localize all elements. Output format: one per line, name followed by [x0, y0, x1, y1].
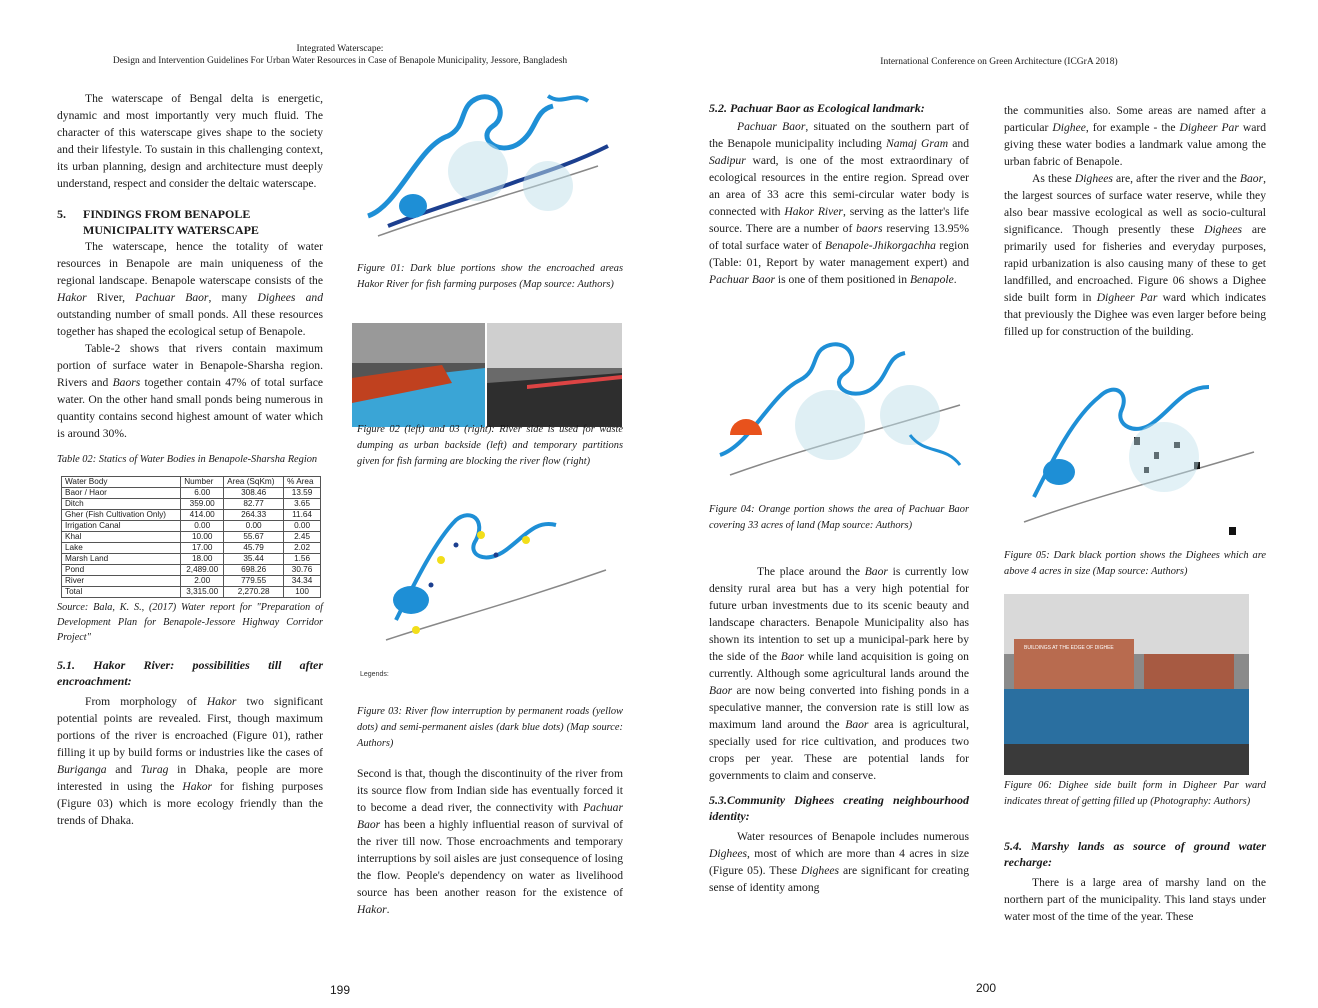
- paragraph-waterscape: The waterscape, hence the totality of water resources in Benapole are main uniqueness of the regional landscape. Benapole waterscape consists of the Hakor River, Pachuar Baor, many Dighees and outstanding number of small ponds. All these resources together has shaped the ecological setup of Benapole.: [57, 240, 324, 338]
- table-cell: 2,270.28: [224, 587, 284, 598]
- figure-01-map: [358, 86, 622, 258]
- paragraph-dighee-urbanization: As these Dighees are, after the river and the Baor, the largest sources of surface water reserve, while they also bear massive ecological as well as socio-cultural significance. Though presently these Dighees are primarily used for fisheries and everyday purposes, rapid urbanization is also causing many of these to get landfilled, and encroached. Figure 06 shows a Dighee side built form in Digheer Par ward which indicates that previously the Dighee was even larger before being filled up for construction of the building.: [1004, 172, 1266, 338]
- settlement-area: [523, 161, 573, 211]
- table-cell: 414.00: [181, 510, 224, 521]
- section-5-title-line-2: MUNICIPALITY WATERSCAPE: [83, 223, 259, 237]
- table-cell: 35.44: [224, 554, 284, 565]
- blue-dot: [494, 553, 499, 558]
- table-cell: 34.34: [284, 576, 321, 587]
- table-cell: 698.26: [224, 565, 284, 576]
- table-row: [62, 499, 321, 510]
- paragraph-second-point: Second is that, though the discontinuity of the river from its source flow from Indian side has eventually forced it to become a dead river, the connectivity with Pachuar Baor has been a highly influential reason of survival of the river till now. Those encroachments and temporary interruptions by soil aisles are just consequence of losing the flow. People's dependency on water as livelihood source has been another reason for the existence of Hakor.: [357, 767, 623, 916]
- figure-01-caption: Figure 01: Dark blue portions show the encroached areas Hakor River for fish farming purposes (Map source: Authors): [357, 263, 623, 290]
- table-cell: Baor / Haor: [62, 488, 181, 499]
- figure-03-map: [356, 500, 622, 690]
- table-cell: 13.59: [284, 488, 321, 499]
- left-running-header: [40, 43, 640, 67]
- table-cell: 17.00: [181, 543, 224, 554]
- settlement-area: [1129, 422, 1199, 492]
- right-page: [659, 0, 1318, 1008]
- figure-04-caption: Figure 04: Orange portion shows the area of Pachuar Baor covering 33 acres of land (Map source: Authors): [709, 504, 969, 531]
- right-column-1: [709, 100, 969, 288]
- table-cell: 2,489.00: [181, 565, 224, 576]
- table-cell: Irrigation Canal: [62, 521, 181, 532]
- photo-sign-text: BUILDINGS AT THE EDGE OF DIGHEE: [1024, 645, 1114, 651]
- photo-sky: [352, 323, 485, 363]
- paragraph-dighees: Water resources of Benapole includes numerous Dighees, most of which are more than 4 acres in size (Figure 05). These Dighees are significant for creating sense of identity among: [709, 830, 969, 894]
- section-5-3-heading: 5.3.Community Dighees creating neighbourhood identity:: [709, 793, 969, 823]
- table-row: [62, 565, 321, 576]
- table-row: [62, 576, 321, 587]
- right-column-2-lower: [1004, 830, 1266, 925]
- table-cell: 0.00: [284, 521, 321, 532]
- table-cell: Total: [62, 587, 181, 598]
- figure-03-photo: [487, 323, 622, 427]
- figure-05-map: [1004, 367, 1266, 547]
- table-row: [62, 554, 321, 565]
- settlement-area: [795, 390, 865, 460]
- table-cell: 2.45: [284, 532, 321, 543]
- river-fragment: [548, 96, 588, 101]
- table-header-cell: Area (SqKm): [224, 477, 284, 488]
- table-row: [62, 587, 321, 598]
- intro-paragraph: The waterscape of Bengal delta is energetic, dynamic and most importantly very much fluid. The character of this waterscape gives shape to the society and their lifestyle. To sustain in this challenging context, its urban planning, design and architecture must deeply understand, respect and consider the deltaic waterscape.: [57, 92, 323, 190]
- figure-06-photo: [1004, 594, 1249, 775]
- table-cell: 6.00: [181, 488, 224, 499]
- table-cell: 10.00: [181, 532, 224, 543]
- baor-water-body: [1043, 459, 1075, 485]
- table-cell: 779.55: [224, 576, 284, 587]
- table-cell: 2.00: [181, 576, 224, 587]
- table-row: [62, 510, 321, 521]
- table-header-cell: % Area: [284, 477, 321, 488]
- table-cell: 82.77: [224, 499, 284, 510]
- blue-dot: [454, 543, 459, 548]
- table-source: Source: Bala, K. S., (2017) Water report for "Preparation of Development Plan for Benapole-Jessore Highway Corridor Project": [57, 602, 323, 643]
- table-cell: Pond: [62, 565, 181, 576]
- left-column-1: [57, 90, 323, 829]
- table-row: [62, 521, 321, 532]
- right-running-header: International Conference on Green Architecture (ICGrA 2018): [880, 57, 1118, 67]
- dighee-water: [1004, 689, 1249, 749]
- paragraph-hakor-morphology: From morphology of Hakor two significant potential points are revealed. First, though maximum portions of the river is encroached (Figure 01), rather filling it up by build forms or industries like the cases of Buriganga and Turag in Dhaka, people are more interested in using the Hakor for fishing purposes (Figure 03) which is more ecology friendly than the trends of Dhaka.: [57, 695, 323, 827]
- table-cell: 11.64: [284, 510, 321, 521]
- table-cell: Gher (Fish Cultivation Only): [62, 510, 181, 521]
- table-header-cell: Water Body: [62, 477, 181, 488]
- table-cell: 264.33: [224, 510, 284, 521]
- section-5-4-heading: 5.4. Marshy lands as source of ground water recharge:: [1004, 839, 1266, 869]
- water-bodies-table: [61, 476, 321, 598]
- table-cell: 45.79: [224, 543, 284, 554]
- yellow-dot: [437, 556, 445, 564]
- table-cell: Khal: [62, 532, 181, 543]
- section-5-heading: [57, 206, 323, 238]
- table-cell: Marsh Land: [62, 554, 181, 565]
- built-form: [1144, 654, 1234, 689]
- map-legend-title: Legends:: [360, 671, 389, 678]
- table-row: [62, 488, 321, 499]
- table-cell: River: [62, 576, 181, 587]
- foreground-bank: [1004, 744, 1249, 775]
- figure-06-caption: Figure 06: Dighee side built form in Digheer Par ward indicates threat of getting filled up (Photography: Authors): [1004, 780, 1266, 807]
- table-cell: 18.00: [181, 554, 224, 565]
- baor-water-body: [399, 194, 427, 218]
- table-cell: 308.46: [224, 488, 284, 499]
- right-column-1-lower: [709, 563, 969, 896]
- table-cell: 0.00: [181, 521, 224, 532]
- section-5-title-line-1: FINDINGS FROM BENAPOLE: [83, 207, 251, 221]
- figure-02-03-caption: Figure 02 (left) and 03 (right): River side is used for waste dumping as urban backside (left) and temporary partitions given for fish farming are blocking the river flow (right): [357, 424, 623, 467]
- table-row: [62, 543, 321, 554]
- table-cell: 3,315.00: [181, 587, 224, 598]
- header-line-2: Design and Intervention Guidelines For Urban Water Resources in Case of Benapole Municipality, Jessore, Bangladesh: [112, 56, 568, 66]
- table-caption: Table 02: Statics of Water Bodies in Benapole-Sharsha Region: [57, 454, 318, 465]
- table-cell: 359.00: [181, 499, 224, 510]
- right-column-2: [1004, 102, 1266, 340]
- baor-water-body: [393, 586, 429, 614]
- table-cell: 1.56: [284, 554, 321, 565]
- dighee-black-mark: [1229, 527, 1236, 535]
- table-cell: 0.00: [224, 521, 284, 532]
- table-row: [62, 532, 321, 543]
- table-cell: 30.76: [284, 565, 321, 576]
- section-5-number: 5.: [57, 207, 66, 221]
- paragraph-baor-surroundings: The place around the Baor is currently low density rural area but has a very high potential for future urban investments due to its scenic beauty and landscape characters. Benapole Municipality also has shown its intention to set up a municipal-park here by the side of the Baor while land acquisition is going on currently. Although some agricultural lands around the Baor are now being converted into fishing ponds in a speculative manner, the conversion rate is still low as maximum land around the Baor area is agricultural, specially used for rice cultivation, and produces two crops per year. These are potential lands for governments to claim and conserve.: [709, 565, 969, 782]
- figure-04-map: [710, 335, 970, 500]
- blue-dot: [429, 583, 434, 588]
- settlement-area: [448, 141, 508, 201]
- table-cell: Ditch: [62, 499, 181, 510]
- table-cell: Lake: [62, 543, 181, 554]
- section-5-2-heading: 5.2. Pachuar Baor as Ecological landmark:: [709, 101, 925, 115]
- yellow-dot: [412, 626, 420, 634]
- photo-sky: [487, 323, 622, 368]
- table-cell: 55.67: [224, 532, 284, 543]
- table-cell: 3.65: [284, 499, 321, 510]
- left-column-2: [357, 765, 623, 918]
- table-cell: 100: [284, 587, 321, 598]
- table-header-cell: Number: [181, 477, 224, 488]
- paragraph-communities: the communities also. Some areas are named after a particular Dighee, for example - the Digheer Par ward giving these water bodies a landmark value among the urban fabric of Benapole.: [1004, 104, 1266, 168]
- left-page-number: 199: [330, 983, 351, 997]
- header-line-1: Integrated Waterscape:: [296, 44, 384, 54]
- paragraph-table2: Table-2 shows that rivers contain maximum portion of surface water in Benapole-Sharsha region. Rivers and Baors together contain 47% of total surface water. On the other hand small ponds being numerous in quantity contains second highest amount of water which is around 30%.: [57, 342, 323, 440]
- paragraph-pachuar-baor: Pachuar Baor, situated on the southern part of the Benapole municipality including Namaj Gram and Sadipur ward, is one of the most extraordinary of ecological resources in the entire region. Spread over an area of 33 acre this semi-circular water body is connected with Hakor River, serving as the latter's life source. There are a number of baors reserving 13.95% of total surface water of Benapole-Jhikorgachha region (Table: 01, Report by water management expert) and Pachuar Baor is one of them positioned in Benapole.: [709, 120, 970, 286]
- figure-03-caption: Figure 03: River flow interruption by permanent roads (yellow dots) and semi-permanent aisles (dark blue dots) (Map source: Authors): [357, 706, 623, 749]
- yellow-dot: [522, 536, 530, 544]
- paragraph-marshy-lands: There is a large area of marshy land on the northern part of the municipality. This land stays under water most of the time of the year. These: [1004, 876, 1266, 923]
- figure-05-caption: Figure 05: Dark black portion shows the Dighees which are above 4 acres in size (Map source: Authors): [1004, 550, 1266, 577]
- right-page-number: 200: [976, 981, 997, 995]
- table-cell: 2.02: [284, 543, 321, 554]
- section-5-1-heading: 5.1. Hakor River: possibilities till after encroachment:: [57, 658, 323, 688]
- figure-02-photo: [352, 323, 485, 427]
- yellow-dot: [477, 531, 485, 539]
